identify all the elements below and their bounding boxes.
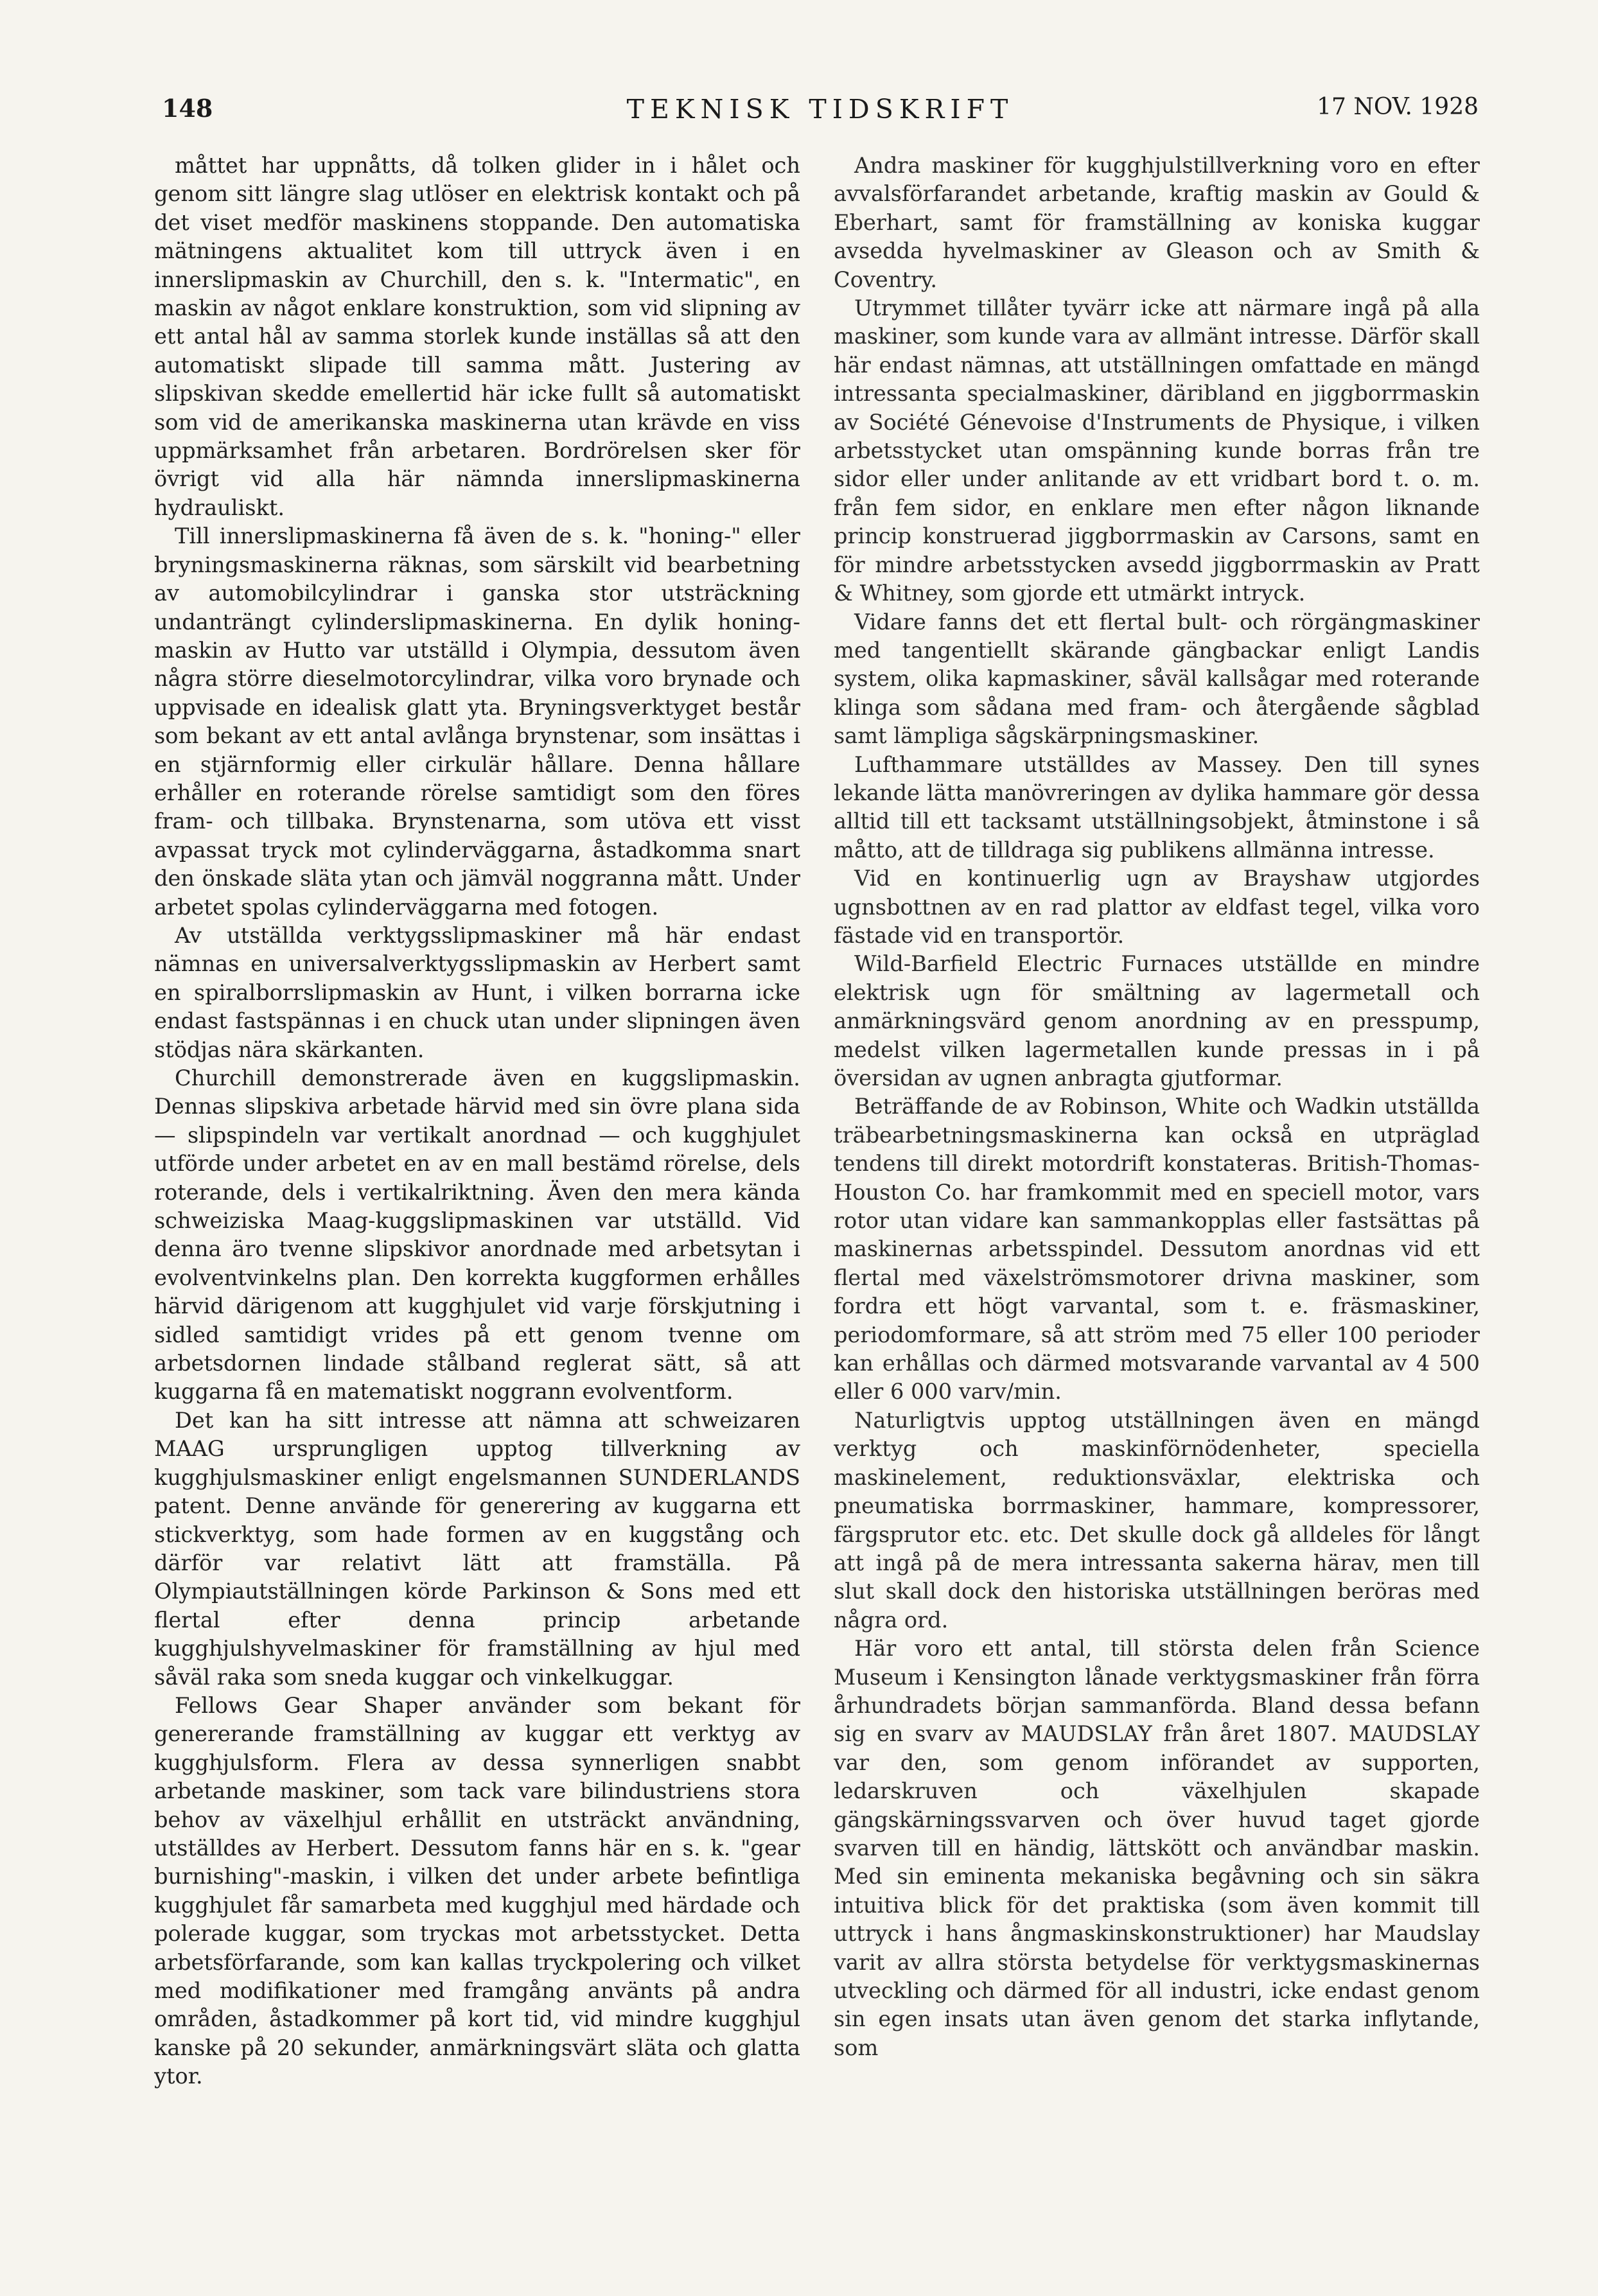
issue-date: 17 NOV. 1928 — [1317, 94, 1479, 120]
paragraph: Churchill demonstrerade även en kuggslipmaskin. Dennas slipskiva arbetade härvid med sin övre plana sida — slipspindeln var vertikalt anordnad — och kugghjulet utförde under arbetet en av en mall bestämd rörelse, dels roterande, dels i vertikalriktning. Även den mera kända schweiziska Maag-kuggslipmaskinen var utställd. Vid denna äro tvenne slipskivor anordnade med arbetsytan i evolventvinkelns plan. Den korrekta kuggformen erhålles härvid därigenom att kugghjulet vid varje förskjutning i sidled samtidigt vrides på ett genom tvenne om arbetsdornen lindade stålband reglerat sätt, så att kuggarna få en matematiskt noggrann evolventform. — [154, 1065, 800, 1405]
paragraph: Till innerslipmaskinerna få även de s. k. "honing-" eller bryningsmaskinerna räknas, som särskilt vid bearbetning av automobilcylindrar i ganska stor utsträckning undanträngt cylinderslipmaskinerna. En dylik honing-maskin av Hutto var utställd i Olympia, dessutom även några större dieselmotorcylindrar, vilka voro brynade och uppvisade en idealisk glatt yta. Bryningsverktyget består som bekant av ett antal avlånga brynstenar, som insättas i en stjärnformig eller cirkulär hållare. Denna hållare erhåller en roterande rörelse samtidigt som den föres fram- och tillbaka. Brynstenarna, som utöva ett visst avpassat tryck mot cylinderväggarna, åstadkomma snart den önskade släta ytan och jämväl noggranna mått. Under arbetet spolas cylinderväggarna med fotogen. — [154, 523, 800, 920]
paragraph: Vidare fanns det ett flertal bult- och rörgängmaskiner med tangentiellt skärande gängbackar enligt Landis system, olika kapmaskiner, såväl kallsågar med roterande klinga som sådana med fram- och återgående sågblad samt lämpliga sågskärpningsmaskiner. — [834, 609, 1480, 749]
left-column — [154, 152, 800, 2149]
paragraph: Vid en kontinuerlig ugn av Brayshaw utgjordes ugnsbottnen av en rad plattor av eldfast tegel, vilka voro fästade vid en transportör. — [834, 866, 1480, 948]
right-column — [834, 152, 1480, 2149]
paragraph: Naturligtvis upptog utställningen även en mängd verktyg och maskinförnödenheter, speciella maskinelement, reduktionsväxlar, elektriska och pneumatiska borrmaskiner, hammare, kompressorer, färgsprutor etc. etc. Det skulle dock gå alldeles för långt att ingå på de mera intressanta sakerna härav, men till slut skall dock den historiska utställningen beröras med några ord. — [834, 1407, 1480, 1633]
paragraph: Av utställda verktygsslipmaskiner må här endast nämnas en universalverktygsslipmaskin av Herbert samt en spiralborrslipmaskin av Hunt, i vilken borrarna icke endast fastspännas i en chuck utan under slipningen även stödjas nära skärkanten. — [154, 922, 800, 1062]
paragraph: Fellows Gear Shaper använder som bekant för genererande framställning av kuggar ett verktyg av kugghjulsform. Flera av dessa synnerligen snabbt arbetande maskiner, som tack vare bilindustriens stora behov av växelhjul erhållit en utsträckt användning, utställdes av Herbert. Dessutom fanns här en s. k. "gear burnishing"-maskin, i vilken det under arbete befintliga kugghjulet får samarbeta med kugghjul med härdade och polerade kuggar, som tryckas mot arbetsstycket. Detta arbetsförfarande, som kan kallas tryckpolering och vilket med modifikationer med framgång använts på andra områden, åstadkommer på kort tid, vid mindre kugghjul kanske på 20 sekunder, anmärkningsvärt släta och glatta ytor. — [154, 1692, 800, 2089]
paragraph: Lufthammare utställdes av Massey. Den till synes lekande lätta manövreringen av dylika hammare gör dessa alltid till ett tacksamt utställningsobjekt, åtminstone i så måtto, att de tilldraga sig publikens allmänna intresse. — [834, 751, 1480, 863]
page-number: 148 — [162, 94, 213, 123]
paragraph: Här voro ett antal, till största delen från Science Museum i Kensington lånade verktygsmaskiner från förra århundradets början sammanförda. Bland dessa befann sig en svarv av MAUDSLAY från året 1807. MAUDSLAY var den, som genom införandet av supporten, ledarskruven och växelhjulen skapade gängskärningssvarven och över huvud taget gjorde svarven till en händig, lättskött och användbar maskin. Med sin eminenta mekaniska begåvning och sin säkra intuitiva blick för det praktiska (som även kommit till uttryck i hans ångmaskinskonstruktioner) har Maudslay varit av allra största betydelse för verktygsmaskinernas utveckling och därmed för all industri, icke endast genom sin egen insats utan även genom det starka inflytande, som — [834, 1636, 1480, 2060]
page-header — [162, 94, 1479, 139]
paragraph: Beträffande de av Robinson, White och Wadkin utställda träbearbetningsmaskinerna kan också en utpräglad tendens till direkt motordrift konstateras. British-Thomas-Houston Co. har framkommit med en speciell motor, vars rotor utan vidare kan sammankopplas eller fastsättas på maskinernas arbetsspindel. Dessutom anordnas vid ett flertal med växelströmsmotorer drivna maskiner, som fordra ett högt varvantal, som t. e. fräsmaskiner, periodomformare, så att ström med 75 eller 100 perioder kan erhållas och därmed motsvarande varvantal av 4 500 eller 6 000 varv/min. — [834, 1094, 1480, 1405]
paragraph: Det kan ha sitt intresse att nämna att schweizaren MAAG ursprungligen upptog tillverkning av kugghjulsmaskiner enligt engelsmannen SUNDERLANDS patent. Denne använde för generering av kuggarna ett stickverktyg, som hade formen av en kuggstång och därför var relativt lätt att framställa. På Olympiautställningen körde Parkinson & Sons med ett flertal efter denna princip arbetande kugghjulshyvelmaskiner för framställning av hjul med såväl raka som sneda kuggar och vinkelkuggar. — [154, 1407, 800, 1690]
paragraph: måttet har uppnåtts, då tolken glider in i hålet och genom sitt längre slag utlöser en elektrisk kontakt och på det viset medför maskinens stoppande. Den automatiska mätningens aktualitet kom till uttryck även i en innerslipmaskin av Churchill, den s. k. "Intermatic", en maskin av något enklare konstruktion, som vid slipning av ett antal hål av samma storlek kunde inställas så att den automatiskt slipade till samma mått. Justering av slipskivan skedde emellertid här icke fullt så automatiskt som vid de amerikanska maskinerna utan krävde en viss uppmärksamhet från arbetaren. Bordrörelsen sker för övrigt vid alla här nämnda innerslipmaskinerna hydrauliskt. — [154, 153, 800, 520]
paragraph: Wild-Barfield Electric Furnaces utställde en mindre elektrisk ugn för smältning av lagermetall och anmärkningsvärd genom anordning av en presspump, medelst vilken lagermetallen kunde pressas in i på översidan av ugnen anbragta gjutformar. — [834, 951, 1480, 1091]
paragraph: Andra maskiner för kugghjulstillverkning voro en efter avvalsförfarandet arbetande, kraftig maskin av Gould & Eberhart, samt för framställning av koniska kuggar avsedda hyvelmaskiner av Gleason och av Smith & Coventry. — [834, 153, 1480, 292]
paragraph: Utrymmet tillåter tyvärr icke att närmare ingå på alla maskiner, som kunde vara av allmänt intresse. Därför skall här endast nämnas, att utställningen omfattade en mängd intressanta specialmaskiner, däribland en jiggborrmaskin av Société Génevoise d'Instruments de Physique, i vilken arbetsstycket utan omspänning kunde borras från tre sidor eller under anlitande av ett vridbart bord t. o. m. från fem sidor, en enklare men efter någon liknande princip konstruerad jiggborrmaskin av Carsons, samt en för mindre arbetsstycken avsedd jiggborrmaskin av Pratt & Whitney, som gjorde ett utmärkt intryck. — [834, 295, 1480, 606]
journal-title: TEKNISK TIDSKRIFT — [626, 94, 1014, 125]
